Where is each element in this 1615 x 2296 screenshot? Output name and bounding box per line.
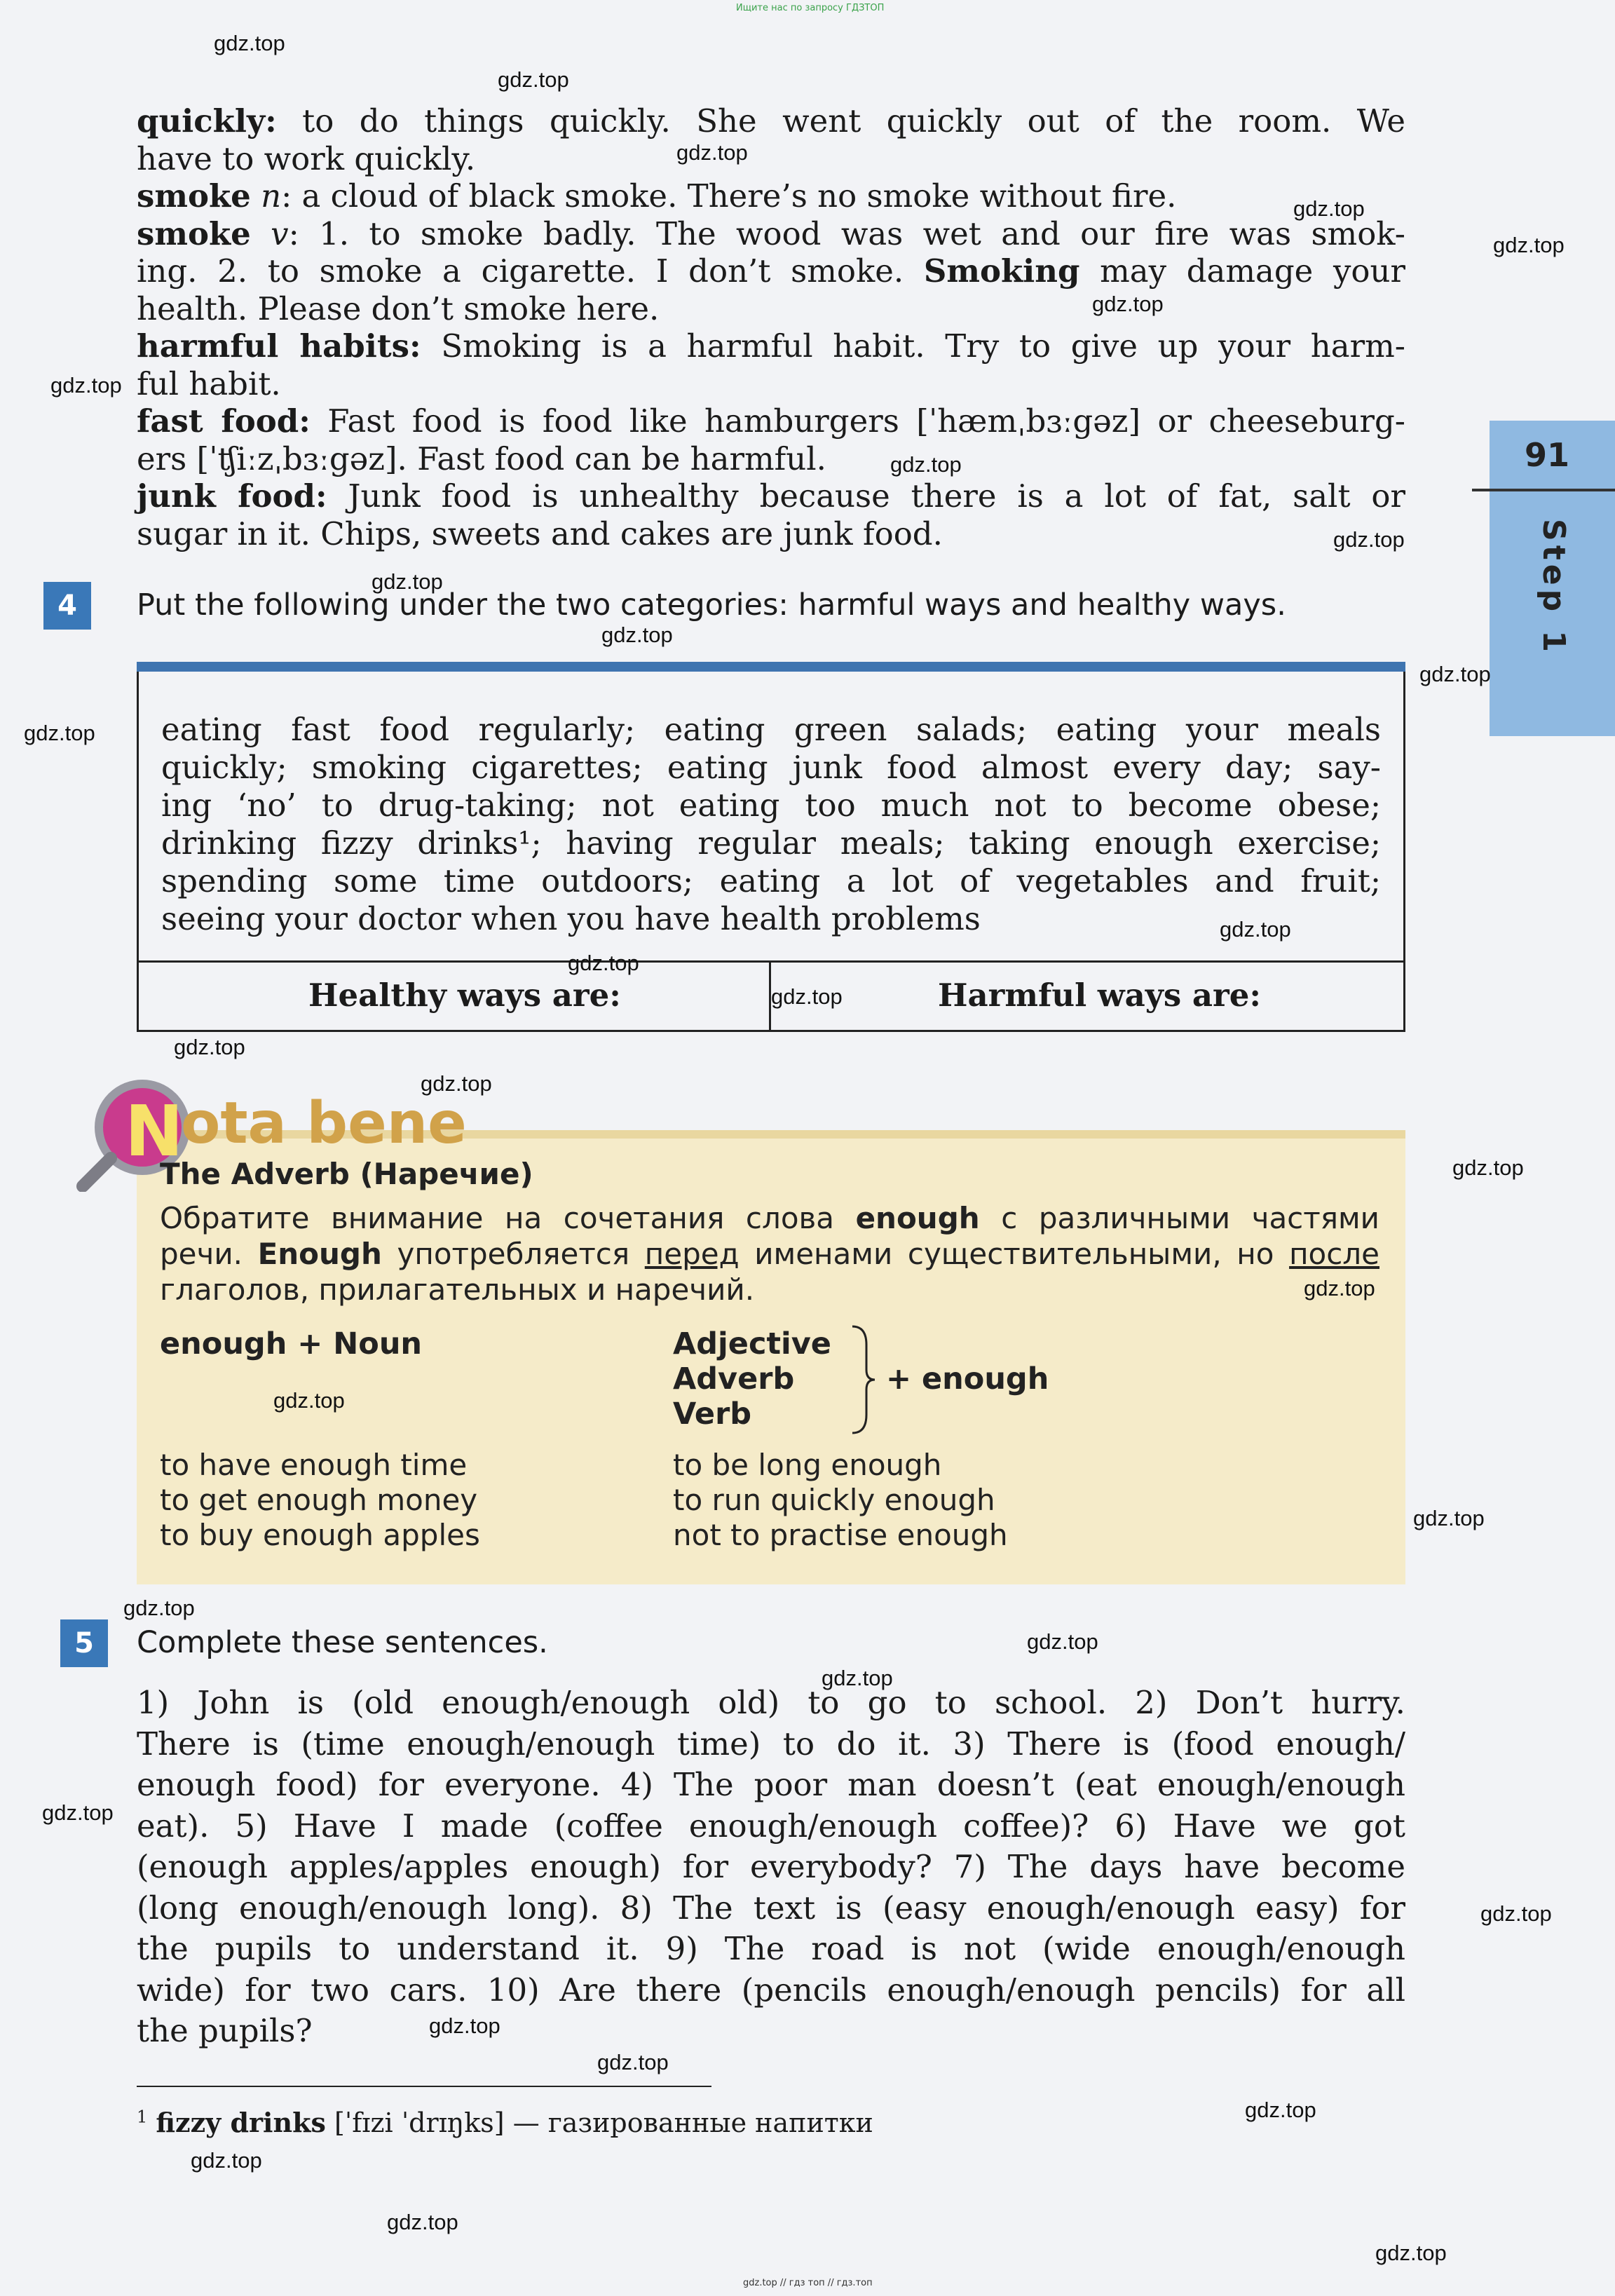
vocab-segment: Smoking xyxy=(923,252,1080,290)
exercise-4-title: Put the following under the two categories: harmful ways and healthy ways. xyxy=(137,587,1286,623)
watermark: gdz.top xyxy=(1092,292,1164,316)
exercise-4-line: eating fast food regularly; eating green salads; eating your meals xyxy=(161,711,1381,748)
exercise-5-line: the pupils? xyxy=(137,2012,313,2049)
vocab-segment: : a cloud of black smoke. There’s no smoke without fire. xyxy=(281,177,1177,215)
nota-bene-intro-line xyxy=(160,1272,1379,1307)
nota-bene-intro-segment: глаголов, прилагательных и наречий. xyxy=(160,1272,755,1307)
exercise-4-line: quickly; smoking cigarettes; eating junk food almost every day; say- xyxy=(161,749,1381,786)
nota-bene-intro-segment: Enough xyxy=(257,1237,382,1271)
nota-bene-intro-segment: Обратите внимание на сочетания слова xyxy=(160,1201,856,1235)
exercise-4-line: spending some time outdoors; eating a lot of vegetables and fruit; xyxy=(161,862,1381,899)
vocab-segment: Smoking is a harmful habit. Try to give up your harm- xyxy=(421,327,1405,365)
watermark: gdz.top xyxy=(1333,527,1405,552)
vocab-segment: junk food: xyxy=(137,477,327,515)
exercise-5-line: enough food) for everyone. 4) The poor man doesn’t (eat enough/enough xyxy=(137,1766,1405,1803)
watermark: gdz.top xyxy=(421,1071,492,1096)
rule-words xyxy=(673,1326,831,1432)
vocab-segment: Junk food is unhealthy because there is a lot of fat, salt or xyxy=(327,477,1405,515)
watermark: gdz.top xyxy=(387,2210,458,2234)
watermark: gdz.top xyxy=(890,452,962,477)
vocab-segment: fast food: xyxy=(137,402,311,440)
watermark: gdz.top xyxy=(1419,662,1491,686)
healthy-ways-header: Healthy ways are: xyxy=(308,977,621,1014)
vocab-segment: v xyxy=(250,215,289,252)
vocab-line xyxy=(137,102,1405,140)
exercise-5-line: eat). 5) Have I made (coffee enough/enough coffee)? 6) Have we got xyxy=(137,1807,1405,1845)
nota-bene-intro-line xyxy=(160,1200,1379,1236)
vocab-segment: may damage your xyxy=(1079,252,1405,290)
watermark: gdz.top xyxy=(214,31,285,55)
vocab-segment: ful habit. xyxy=(137,365,281,402)
vocab-segment: quickly: xyxy=(137,102,277,140)
exercise-5-number: 5 xyxy=(60,1619,108,1667)
exercise-5-sentences xyxy=(137,1683,1405,2052)
nota-bene-text: ota bene xyxy=(181,1090,467,1157)
vocab-segment: have to work quickly. xyxy=(137,140,476,177)
watermark: gdz.top xyxy=(24,721,95,745)
vocab-segment: n xyxy=(250,177,282,215)
example-right-1: to be long enough xyxy=(673,1448,942,1482)
exercise-4-number: 4 xyxy=(43,582,91,630)
vocab-segment: harmful habits: xyxy=(137,327,421,365)
exercise-5-line: (enough apples/apples enough) for everybody? 7) The days have become xyxy=(137,1848,1405,1885)
watermark: gdz.top xyxy=(601,623,673,647)
example-left-1: to have enough time xyxy=(160,1448,468,1482)
watermark: gdz.top xyxy=(676,140,748,165)
vocab-line xyxy=(137,252,1405,290)
watermark: gdz.top xyxy=(1480,1901,1552,1926)
footnote xyxy=(137,2107,873,2138)
watermark: gdz.top xyxy=(174,1035,245,1059)
watermark: gdz.top xyxy=(42,1800,114,1825)
vocab-segment: sugar in it. Chips, sweets and cakes are junk food. xyxy=(137,515,943,552)
vocab-line xyxy=(137,402,1405,440)
header-note: Ищите нас по запросу ГДЗТОП xyxy=(736,3,885,13)
vocab-line xyxy=(137,365,1405,403)
watermark: gdz.top xyxy=(597,2050,669,2074)
footnote-term: fizzy drinks xyxy=(156,2107,326,2138)
watermark: gdz.top xyxy=(50,373,122,398)
vocab-line xyxy=(137,477,1405,515)
watermark: gdz.top xyxy=(568,951,639,975)
exercise-4-line: ing ‘no’ to drug-taking; not eating too much not to become obese; xyxy=(161,787,1381,824)
footnote-rule xyxy=(137,2086,711,2087)
footnote-dash: — xyxy=(512,2107,540,2138)
vocab-segment: smoke xyxy=(137,177,251,215)
exercise-5-title: Complete these sentences. xyxy=(137,1625,548,1660)
nota-bene-intro-segment: именами существительными, но xyxy=(739,1237,1290,1271)
vocab-line xyxy=(137,140,1405,178)
page-tab-divider xyxy=(1472,489,1615,491)
footnote-translation: газированные напитки xyxy=(547,2107,873,2138)
svg-text:N: N xyxy=(125,1090,184,1172)
watermark: gdz.top xyxy=(1493,233,1565,257)
exercise-5-line: wide) for two cars. 10) Are there (pencils enough/enough pencils) for all xyxy=(137,1971,1405,2009)
nota-bene-intro-segment: перед xyxy=(644,1237,740,1271)
footer-note: gdz.top // гдз топ // гдз.топ xyxy=(743,2278,873,2288)
vocab-line xyxy=(137,515,1405,553)
watermark: gdz.top xyxy=(1220,917,1291,942)
nota-bene-intro xyxy=(160,1200,1379,1307)
exercise-5-line: There is (time enough/enough time) to do it. 3) There is (food enough/ xyxy=(137,1725,1405,1762)
watermark: gdz.top xyxy=(1452,1155,1524,1180)
exercise-5-line: 1) John is (old enough/enough old) to go to school. 2) Don’t hurry. xyxy=(137,1684,1405,1721)
example-left-3: to buy enough apples xyxy=(160,1518,480,1552)
watermark: gdz.top xyxy=(1293,196,1365,221)
watermark: gdz.top xyxy=(771,984,843,1009)
nota-bene-intro-segment: употребляется xyxy=(381,1237,645,1271)
watermark: gdz.top xyxy=(1245,2098,1316,2122)
examples-left xyxy=(160,1448,480,1553)
exercise-4-line: seeing your doctor when you have health problems xyxy=(161,900,981,937)
example-left-2: to get enough money xyxy=(160,1483,478,1517)
page-number: 91 xyxy=(1525,436,1570,474)
nota-bene-intro-line xyxy=(160,1236,1379,1272)
brace-icon xyxy=(850,1324,878,1436)
watermark: gdz.top xyxy=(372,569,443,594)
vocab-line xyxy=(137,327,1405,365)
footnote-transcription: [ˈfɪzi ˈdrɪŋks] xyxy=(334,2107,505,2138)
watermark: gdz.top xyxy=(191,2148,262,2173)
nota-bene-intro-segment: после xyxy=(1289,1237,1379,1271)
step-label: Step 1 xyxy=(1536,519,1572,656)
vocab-segment: Fast food is food like hamburgers [ˈhæmˌbɜːgəz] or cheeseburg- xyxy=(310,402,1405,440)
exercise-4-line: drinking fizzy drinks¹; having regular meals; taking enough exercise; xyxy=(161,824,1381,862)
watermark: gdz.top xyxy=(1027,1629,1098,1654)
rule-plus-enough: + enough xyxy=(886,1361,1049,1397)
rule-enough-noun: enough + Noun xyxy=(160,1326,423,1361)
nota-bene-intro-segment: с различными частями xyxy=(979,1201,1379,1235)
vocab-segment: health. Please don’t smoke here. xyxy=(137,290,660,327)
watermark: gdz.top xyxy=(123,1596,195,1620)
vocab-line xyxy=(137,177,1405,215)
example-right-2: to run quickly enough xyxy=(673,1483,995,1517)
vocabulary-list xyxy=(137,102,1405,552)
nota-bene-intro-segment: речи. xyxy=(160,1237,258,1271)
exercise-5-line: the pupils to understand it. 9) The road is not (wide enough/enough xyxy=(137,1930,1405,1967)
vocab-line xyxy=(137,290,1405,328)
example-right-3: not to practise enough xyxy=(673,1518,1008,1552)
examples-right xyxy=(673,1448,1008,1553)
vocab-line xyxy=(137,440,1405,478)
rule-word-adverb: Adverb xyxy=(673,1361,795,1397)
watermark: gdz.top xyxy=(273,1388,345,1413)
harmful-ways-header: Harmful ways are: xyxy=(938,977,1261,1014)
vocab-segment: ing. 2. to smoke a cigarette. I don’t smoke. xyxy=(137,252,924,290)
vocab-segment: smoke xyxy=(137,215,251,252)
footnote-mark: 1 xyxy=(137,2107,148,2127)
rule-word-verb: Verb xyxy=(673,1397,752,1432)
vocab-segment: to do things quickly. She went quickly out of the room. We xyxy=(276,102,1405,140)
nota-bene-intro-segment: enough xyxy=(855,1201,980,1235)
watermark: gdz.top xyxy=(1413,1506,1485,1530)
watermark: gdz.top xyxy=(1304,1276,1375,1300)
vocab-segment: ers [ˈʧiːzˌbɜːgəz]. Fast food can be harmful. xyxy=(137,440,826,477)
exercise-4-word-list xyxy=(161,711,1381,938)
rule-word-adjective: Adjective xyxy=(673,1326,831,1361)
watermark: gdz.top xyxy=(1375,2241,1447,2265)
watermark: gdz.top xyxy=(822,1666,893,1690)
vocab-line xyxy=(137,215,1405,253)
vocab-segment: : 1. to smoke badly. The wood was wet and our fire was smok- xyxy=(288,215,1405,252)
nota-bene-title: The Adverb (Наречие) xyxy=(160,1157,533,1191)
exercise-5-line: (long enough/enough long). 8) The text is (easy enough/enough easy) for xyxy=(137,1889,1405,1927)
exercise-4-box-bar xyxy=(137,662,1405,672)
watermark: gdz.top xyxy=(498,67,569,92)
watermark: gdz.top xyxy=(429,2013,500,2038)
table-divider xyxy=(137,960,1405,963)
